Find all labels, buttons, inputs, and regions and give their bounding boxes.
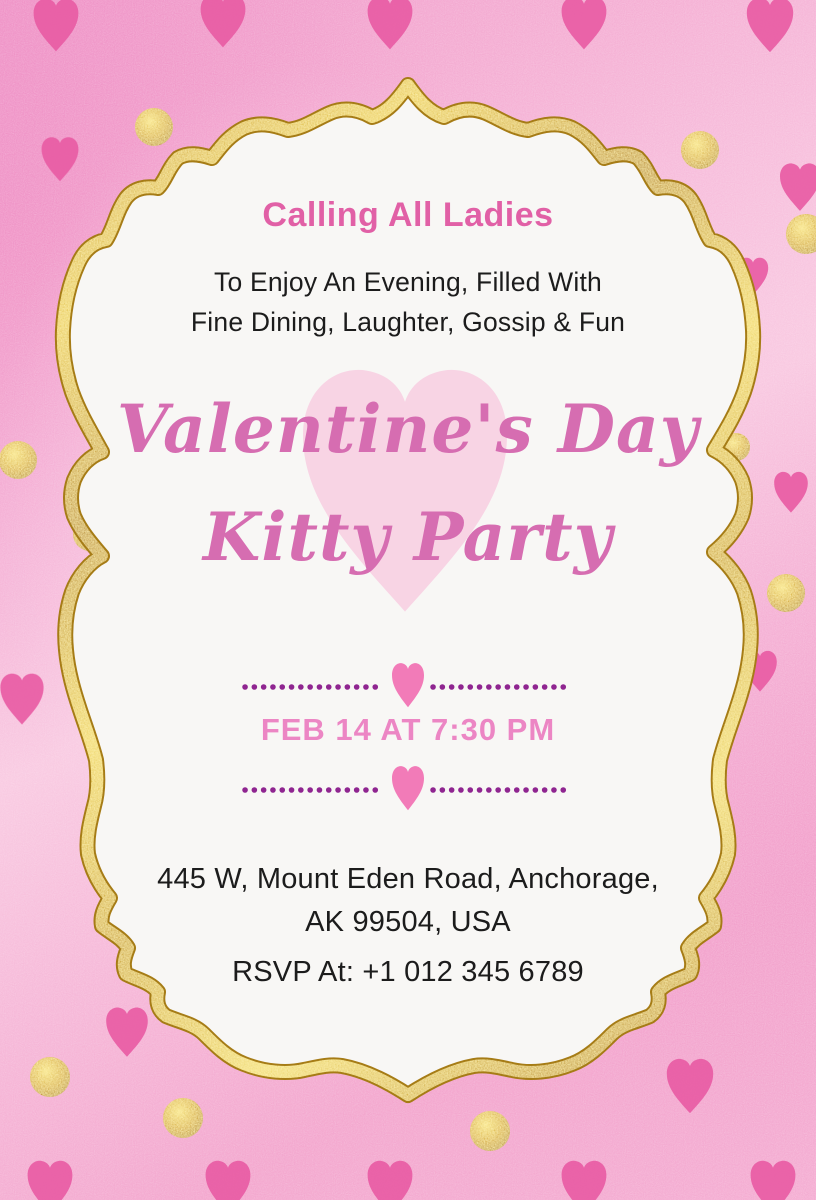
intro-line-1: To Enjoy An Evening, Filled With	[214, 267, 602, 297]
event-address	[157, 858, 659, 944]
address-line-2: AK 99504, USA	[305, 906, 511, 938]
title-line-1: Valentine's Day	[116, 390, 700, 468]
title-line-2: Kitty Party	[203, 498, 613, 576]
eyebrow-text: Calling All Ladies	[262, 196, 554, 234]
intro-line-2: Fine Dining, Laughter, Gossip & Fun	[190, 307, 626, 337]
rsvp-text: RSVP At: +1 012 345 6789	[232, 956, 584, 988]
address-line-1: 445 W, Mount Eden Road, Anchorage,	[157, 863, 659, 895]
intro-text	[191, 262, 625, 342]
event-datetime: FEB 14 AT 7:30 PM	[260, 712, 556, 747]
